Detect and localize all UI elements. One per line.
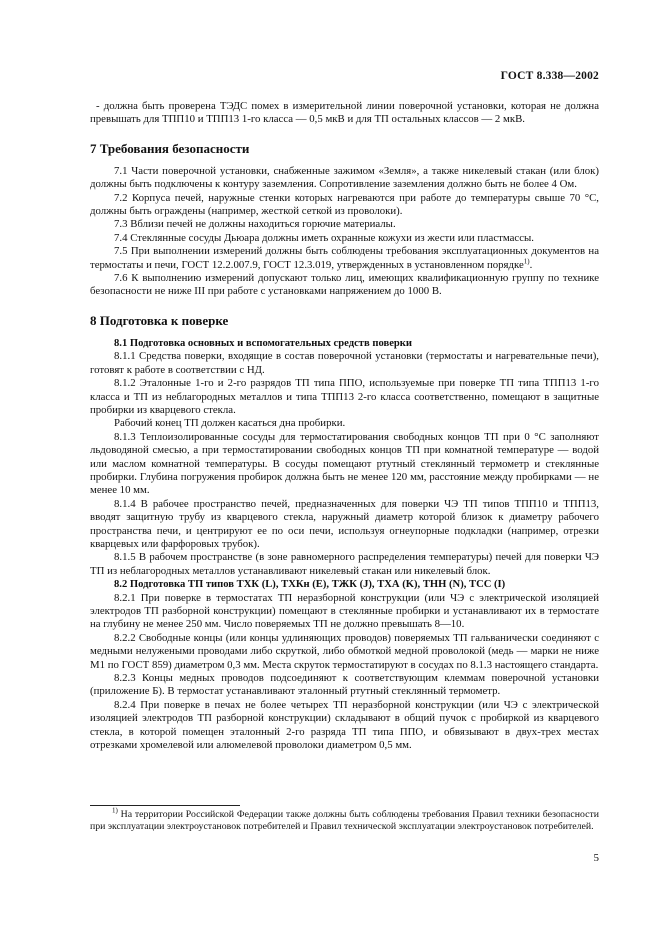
footnote-reference: 1)	[523, 257, 530, 266]
paragraph-8-2-3: 8.2.3 Концы медных проводов подсоединяют к соответствующим клеммам поверочной установки (приложение Б). В термостат устанавливают эталонный ртутный стеклянный термометр.	[90, 672, 599, 698]
section-7-heading: 7 Требования безопасности	[90, 140, 250, 156]
footnote-body: На территории Российской Федерации также должны быть соблюдены требования Правил техники безопасности при эксплуатации электроустановок потребителей и Правил технической эксплуатации электроустановок потребителей.	[90, 809, 599, 833]
intro-paragraph: - должна быть проверена ТЭДС помех в измерительной линии поверочной установки, которая не должна превышать для ТПП10 и ТПП13 1-го класса — 0,5 мкВ и для ТП остальных классов — 2 мкВ.	[90, 100, 599, 126]
paragraph-7-5-text: 7.5 При выполнении измерений должны быть соблюдены требования эксплуатационных документов на термостаты и печи, ГОСТ 12.2.007.9, ГОСТ 12.3.019, утвержденных в установленном порядке	[90, 245, 599, 271]
paragraph-8-2-1: 8.2.1 При поверке в термостатах ТП неразборной конструкции (или ЧЭ с электрической изоляцией электродов ТП разборной конструкции) помещают в стеклянные пробирки и устанавливают их в термостате на глубину не менее 250 мм. Число поверяемых ТП не должно превышать 8—10.	[90, 591, 599, 631]
paragraph-7-5-end: .	[529, 258, 533, 271]
paragraph-7-5	[90, 245, 599, 272]
paragraph-7-2: 7.2 Корпуса печей, наружные стенки которых нагреваются при работе до температуры свыше 70 °С, должны быть ограждены (например, жесткой сеткой из проволоки).	[90, 191, 599, 218]
footnote	[90, 806, 599, 834]
subsection-8-2-heading: 8.2 Подготовка ТП типов ТХК (L), ТХКн (E), ТЖК (J), ТХА (K), ТНН (N), ТСС (I)	[114, 579, 506, 591]
footnote-marker: 1)	[112, 806, 118, 815]
paragraph-8-1-1: 8.1.1 Средства поверки, входящие в состав поверочной установки (термостаты и нагревательные печи), готовят к работе в соответствии с НД.	[90, 350, 599, 376]
section-8-heading: 8 Подготовка к поверке	[90, 312, 229, 328]
paragraph-8-1-3: 8.1.3 Теплоизолированные сосуды для термостатирования свободных концов ТП при 0 °С заполняют льдоводяной смесью, а при термостатировании свободных концов ТП при комнатной температуре — водой или маслом комнатной температуры. В сосуды помещают ртутный стеклянный термометр и стеклянные пробирки. Глубина погружения пробирок должна быть не менее 120 мм, расстояние между пробирками — не менее 10 мм.	[90, 430, 599, 497]
paragraph-8-1-4: 8.1.4 В рабочее пространство печей, предназначенных для поверки ЧЭ ТП типов ТПП10 и ТПП13, вводят защитную трубу из кварцевого стекла, наружный диаметр которой близок к диаметру рабочего пространства печи, и центрируют ее по оси печи, используя огнеупорные подкладки (например, отрезки кварцевых или фарфоровых трубок).	[90, 497, 599, 550]
document-body	[90, 100, 599, 752]
page-number: 5	[593, 852, 599, 864]
standard-header: ГОСТ 8.338—2002	[500, 70, 599, 82]
paragraph-7-4: 7.4 Стеклянные сосуды Дьюара должны иметь охранные кожухи из жести или пластмассы.	[114, 231, 534, 244]
subsection-8-1-heading: 8.1 Подготовка основных и вспомогательных средств поверки	[114, 337, 412, 349]
footnote-text	[90, 806, 599, 834]
paragraph-8-1-2: 8.1.2 Эталонные 1-го и 2-го разрядов ТП типа ППО, используемые при поверке ТП типа ТПП13 1-го класса и ТП из неблагородных металлов и типа ТПП13 2-го класса соответственно, помещают в защитные пробирки из кварцевого стекла.	[90, 377, 599, 416]
paragraph-7-1: 7.1 Части поверочной установки, снабженные зажимом «Земля», а также никелевый стакан (или блок) должны быть подключены к контуру заземления. Сопротивление заземления должно быть не более 4 Ом.	[90, 164, 599, 191]
paragraph-7-3: 7.3 Вблизи печей не должны находиться горючие материалы.	[114, 218, 396, 231]
paragraph-8-2-2: 8.2.2 Свободные концы (или концы удлиняющих проводов) поверяемых ТП гальванически соединяют с медными нелужеными проводами либо скруткой, либо обмоткой медной проволокой (медь — марки не ниже М1 по ГОСТ 859) диаметром 0,3 мм. Места скруток термостатируют в сосудах по 8.1.3 настоящего стандарта.	[90, 631, 599, 671]
paragraph-7-6: 7.6 К выполнению измерений допускают только лиц, имеющих квалификационную группу по технике безопасности не ниже III при работе с установками напряжением до 1000 В.	[90, 272, 599, 298]
paragraph-8-1-2-note: Рабочий конец ТП должен касаться дна пробирки.	[114, 417, 346, 430]
paragraph-8-1-5: 8.1.5 В рабочем пространстве (в зоне равномерного распределения температуры) печей для поверки ЧЭ ТП из неблагородных металлов устанавливают никелевый стакан или никелевый блок.	[90, 551, 599, 577]
paragraph-8-2-4: 8.2.4 При поверке в печах не более четырех ТП неразборной конструкции (или ЧЭ с электрической изоляцией электродов ТП разборной конструкции) складывают в общий пучок с пробиркой из кварцевого стекла, в которой помещен эталонный 2-го разряда ТП типа ППО, и обвязывают в двух-трех местах отрезками хромелевой или алюмелевой проволоки диаметром 0,5 мм.	[90, 698, 599, 752]
